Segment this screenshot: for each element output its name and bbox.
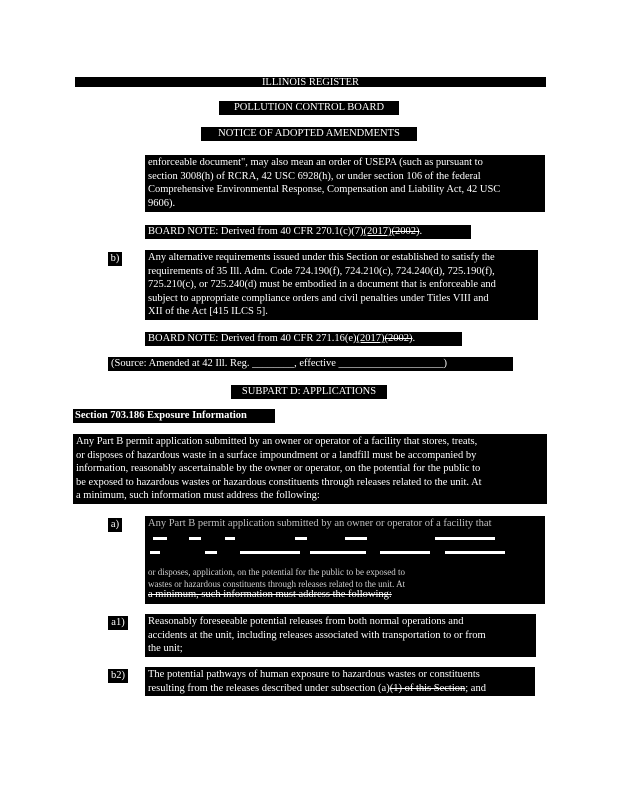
text-line: requirements of 35 Ill. Adm. Code 724.190(f), 724.210(c), 724.240(d), 725.190(f), bbox=[148, 265, 495, 277]
text-line: a minimum, such information must address the following: bbox=[76, 490, 320, 502]
text-line: the unit; bbox=[148, 643, 183, 655]
item-b2-marker: b2) bbox=[108, 669, 128, 683]
notice-title: NOTICE OF ADOPTED AMENDMENTS bbox=[201, 127, 417, 141]
item-a-text bbox=[145, 516, 545, 604]
source-mid: , effective bbox=[294, 358, 339, 369]
note-text: BOARD NOTE: Derived from 40 CFR 271.16(e) bbox=[148, 333, 357, 344]
source-end: ) bbox=[443, 358, 448, 369]
added-year: (2017) bbox=[363, 226, 392, 237]
continued-paragraph bbox=[145, 155, 545, 212]
text-line: 725.210(c), or 725.240(d) must be embodied in a document that is enforceable and bbox=[148, 279, 496, 291]
item-a-marker: a) bbox=[108, 518, 122, 532]
text-segment: resulting from the releases described under subsection (a) bbox=[148, 682, 390, 694]
source-line bbox=[108, 357, 513, 371]
text-line: Any Part B permit application submitted by an owner or operator of a facility that stores, treats, bbox=[76, 436, 478, 447]
garbled-text-region bbox=[145, 531, 545, 571]
section-heading: Section 703.186 Exposure Information bbox=[73, 409, 275, 423]
text-segment: ; and bbox=[465, 682, 486, 694]
text-line: The potential pathways of human exposure to hazardous wastes or constituents bbox=[148, 669, 480, 680]
item-b-marker: b) bbox=[108, 252, 122, 266]
item-a1-text bbox=[145, 614, 536, 657]
source-text: (Source: Amended at 42 Ill. Reg. bbox=[111, 358, 253, 369]
note-text: BOARD NOTE: Derived from 40 CFR 270.1(c)(7) bbox=[148, 226, 364, 237]
effective-blank: ____________________ bbox=[338, 358, 444, 369]
text-line: Reasonably foreseeable potential releases from both normal operations and bbox=[148, 616, 464, 627]
board-title: POLLUTION CONTROL BOARD bbox=[219, 101, 399, 115]
text-line: be exposed to hazardous wastes or hazardous constituents through releases related to the unit. At bbox=[76, 476, 482, 488]
board-note-2 bbox=[145, 332, 462, 346]
struck-line: a minimum, such information must address the following: bbox=[148, 589, 392, 600]
text-line: enforceable document", may also mean an order of USEPA (such as pursuant to bbox=[148, 157, 483, 168]
text-line: subject to appropriate compliance orders and civil penalties under Titles VIII and bbox=[148, 292, 489, 304]
board-note-1 bbox=[145, 225, 471, 239]
text-line: information, reasonably ascertainable by the owner or operator, on the potential for the public to bbox=[76, 463, 481, 475]
text-line: Any Part B permit application submitted by an owner or operator of a facility that bbox=[148, 518, 492, 529]
deleted-year: (2002) bbox=[384, 333, 413, 344]
item-a1-marker: a1) bbox=[108, 616, 128, 630]
subpart-heading: SUBPART D: APPLICATIONS bbox=[231, 385, 387, 399]
deleted-year: (2002) bbox=[391, 226, 420, 237]
note-end: . bbox=[412, 333, 416, 344]
deleted-text: (1) of this Section bbox=[389, 682, 466, 694]
garbled-fragment: wastes or hazardous constituents through releases related to the unit. At bbox=[148, 579, 406, 589]
reg-blank: ________ bbox=[252, 358, 295, 369]
text-line: 9606). bbox=[148, 197, 176, 209]
item-b2-text bbox=[145, 667, 535, 696]
text-line: accidents at the unit, including releases associated with transportation to or from bbox=[148, 629, 486, 641]
text-line: XII of the Act [415 ILCS 5]. bbox=[148, 306, 268, 318]
garbled-fragment: or disposes, application, on the potential for the public to be exposed to bbox=[148, 567, 405, 577]
text-line: Comprehensive Environmental Response, Compensation and Liability Act, 42 USC bbox=[148, 184, 501, 196]
item-b-text bbox=[145, 250, 538, 320]
register-title: ILLINOIS REGISTER bbox=[75, 77, 546, 87]
added-year: (2017) bbox=[356, 333, 385, 344]
text-line bbox=[148, 682, 532, 696]
note-end: . bbox=[419, 226, 423, 237]
text-line: or disposes of hazardous waste in a surface impoundment or a landfill must be accompanied by bbox=[76, 449, 477, 461]
text-line: Any alternative requirements issued under this Section or established to satisfy the bbox=[148, 252, 495, 263]
text-line: section 3008(h) of RCRA, 42 USC 6928(h), or under section 106 of the federal bbox=[148, 170, 481, 182]
section-intro bbox=[73, 434, 547, 504]
